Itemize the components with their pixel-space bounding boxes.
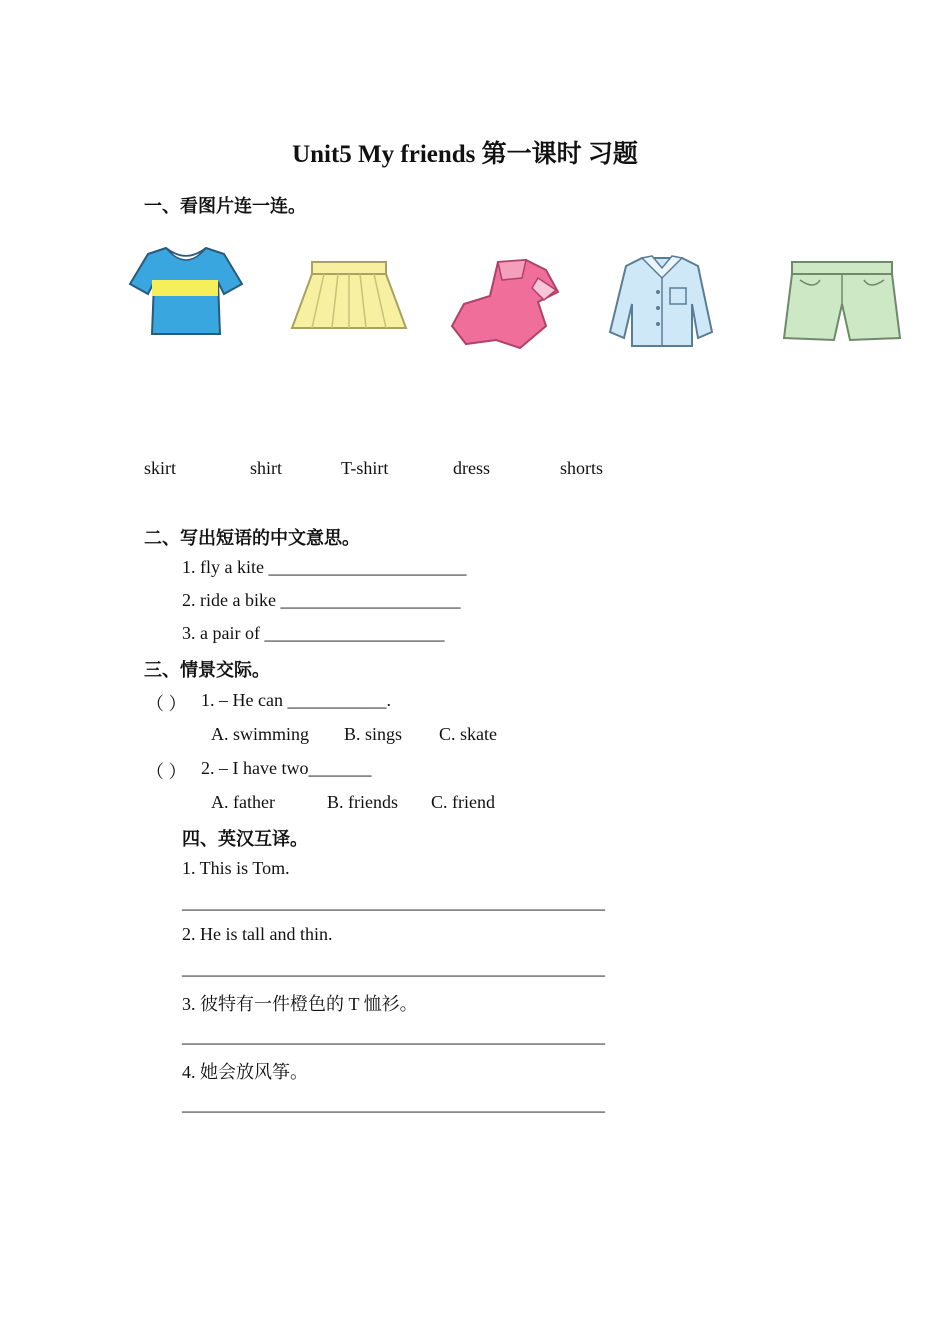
- q1-option-c: C. skate: [439, 724, 497, 744]
- phrase-item-2: 2. ride a bike ____________________: [182, 590, 461, 610]
- dress-icon: [446, 256, 564, 352]
- page-title: Unit5 My friends 第一课时 习题: [292, 141, 638, 168]
- q2-option-a: A. father: [211, 792, 275, 812]
- word-shorts: shorts: [560, 458, 604, 478]
- word-skirt: skirt: [144, 458, 177, 478]
- word-dress: dress: [453, 458, 490, 478]
- q1-option-a: A. swimming: [211, 724, 310, 744]
- section3-heading: 三、情景交际。: [144, 660, 270, 681]
- q2-option-b: B. friends: [327, 792, 398, 812]
- shorts-icon: [780, 258, 904, 344]
- phrase-item-3: 3. a pair of ____________________: [182, 623, 445, 643]
- answer-line-2: _______________________________________________: [182, 958, 605, 978]
- phrase-item-1: 1. fly a kite ______________________: [182, 557, 467, 577]
- answer-line-4: _______________________________________________: [182, 1094, 605, 1114]
- translate-item-4: 4. 她会放风筝。: [182, 1062, 308, 1082]
- tshirt-icon: [128, 242, 244, 340]
- answer-line-3: _______________________________________________: [182, 1026, 605, 1046]
- translate-item-1: 1. This is Tom.: [182, 858, 290, 878]
- answer-line-1: _______________________________________________: [182, 892, 605, 912]
- word-shirt: shirt: [250, 458, 283, 478]
- translate-item-2: 2. He is tall and thin.: [182, 924, 333, 944]
- shirt-icon: [606, 252, 716, 350]
- q2-paren: （ ）: [146, 762, 187, 782]
- section2-heading: 二、写出短语的中文意思。: [144, 528, 360, 549]
- q1-stem: 1. – He can ___________.: [201, 690, 391, 710]
- q2-option-c: C. friend: [431, 792, 495, 812]
- word-tshirt: T-shirt: [341, 458, 389, 478]
- section1-heading: 一、看图片连一连。: [144, 196, 306, 217]
- q1-paren: （ ）: [146, 694, 187, 714]
- section4-heading: 四、英汉互译。: [182, 829, 308, 850]
- q1-option-b: B. sings: [344, 724, 403, 744]
- translate-item-3: 3. 彼特有一件橙色的 T 恤衫。: [182, 994, 418, 1014]
- skirt-icon: [290, 258, 408, 334]
- q2-stem: 2. – I have two_______: [201, 758, 372, 778]
